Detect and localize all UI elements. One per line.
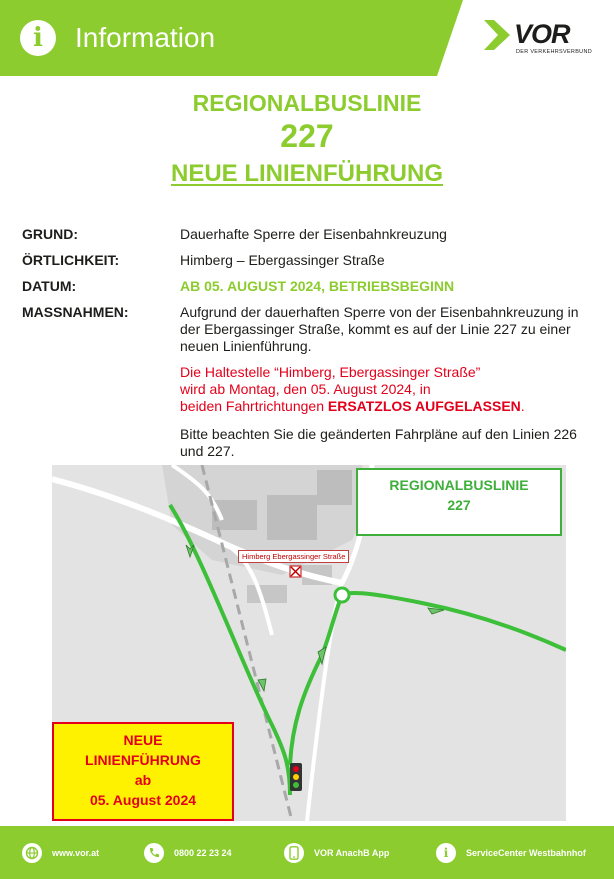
label-datum: DATUM: — [22, 278, 77, 294]
stop-label: Himberg Ebergassinger Straße — [238, 550, 349, 563]
route-label-box — [356, 468, 562, 536]
massnahmen-paragraph-2 — [180, 364, 590, 415]
footer-website-text[interactable]: www.vor.at — [52, 847, 100, 858]
new-box-line3: ab — [134, 772, 152, 788]
footer-service[interactable] — [436, 826, 586, 879]
route-map — [52, 465, 566, 821]
route-line-east — [342, 593, 566, 650]
footer-phone-text[interactable]: 0800 22 23 24 — [174, 847, 232, 858]
massnahmen-paragraph-1: Aufgrund der dauerhaften Sperre von der Eisenbahnkreuzung in der Ebergassinger Straße, kommt es auf der Linie 227 zu einer neuen Linienführung. — [180, 304, 579, 354]
map-building — [317, 470, 352, 505]
footer-app[interactable] — [284, 826, 389, 879]
new-box-line4: 05. August 2024 — [89, 792, 197, 808]
map-street — [307, 583, 342, 821]
new-box-line1: NEUE — [123, 732, 163, 748]
map-building — [267, 495, 317, 540]
route-box-line2: 227 — [447, 497, 471, 513]
label-oertlichkeit: ÖRTLICHKEIT: — [22, 252, 120, 268]
globe-icon — [22, 843, 42, 863]
massnahmen-paragraph-3: Bitte beachten Sie die geänderten Fahrpläne auf den Linien 226 und 227. — [180, 426, 577, 459]
logo-wordmark: VOR — [514, 19, 570, 49]
new-box-line2: LINIENFÜHRUNG — [85, 752, 201, 768]
footer-app-text[interactable]: VOR AnachB App — [314, 847, 390, 858]
route-box-line1: REGIONALBUSLINIE — [389, 477, 529, 493]
smartphone-icon — [284, 843, 304, 863]
stop-notice-removed: ERSATZLOS AUFGELASSEN — [327, 398, 521, 414]
logo-subtitle: DER VERKEHRSVERBUND — [516, 49, 592, 55]
label-grund: GRUND: — [22, 226, 78, 242]
header-banner — [0, 0, 614, 76]
map-building — [247, 585, 287, 603]
traffic-light-red — [293, 766, 299, 772]
info-icon: i — [20, 20, 56, 56]
title-subtitle: NEUE LINIENFÜHRUNG — [170, 160, 443, 187]
stop-notice-line2: wird ab Montag, den 05. August 2024, in — [180, 381, 431, 397]
footer-bar — [0, 826, 614, 879]
footer-website[interactable] — [22, 826, 99, 879]
traffic-light-green — [293, 782, 299, 788]
info-icon: i — [436, 843, 456, 863]
new-route-box — [52, 722, 234, 821]
value-grund: Dauerhafte Sperre der Eisenbahnkreuzung — [180, 226, 447, 242]
title-line-number: 227 — [280, 118, 334, 154]
stop-notice-direction: beiden Fahrtrichtungen — [180, 398, 324, 414]
phone-icon — [144, 843, 164, 863]
header-title: Information — [75, 22, 216, 53]
title-line1: REGIONALBUSLINIE — [192, 90, 422, 116]
roundabout-icon — [335, 588, 349, 602]
value-oertlichkeit: Himberg – Ebergassinger Straße — [180, 252, 385, 268]
vor-logo — [484, 18, 596, 62]
stop-notice-period: . — [520, 398, 525, 414]
footer-phone[interactable] — [144, 826, 232, 879]
value-datum: AB 05. AUGUST 2024, BETRIEBSBEGINN — [180, 278, 455, 294]
label-massnahmen: MASSNAHMEN: — [22, 304, 129, 320]
stop-notice-line3 — [180, 398, 590, 415]
stop-notice-line1: Die Haltestelle “Himberg, Ebergassinger Straße” — [180, 364, 481, 380]
traffic-light-yellow — [293, 774, 299, 780]
footer-service-text[interactable]: ServiceCenter Westbahnhof — [466, 847, 586, 858]
vor-chevron-icon — [484, 18, 514, 52]
